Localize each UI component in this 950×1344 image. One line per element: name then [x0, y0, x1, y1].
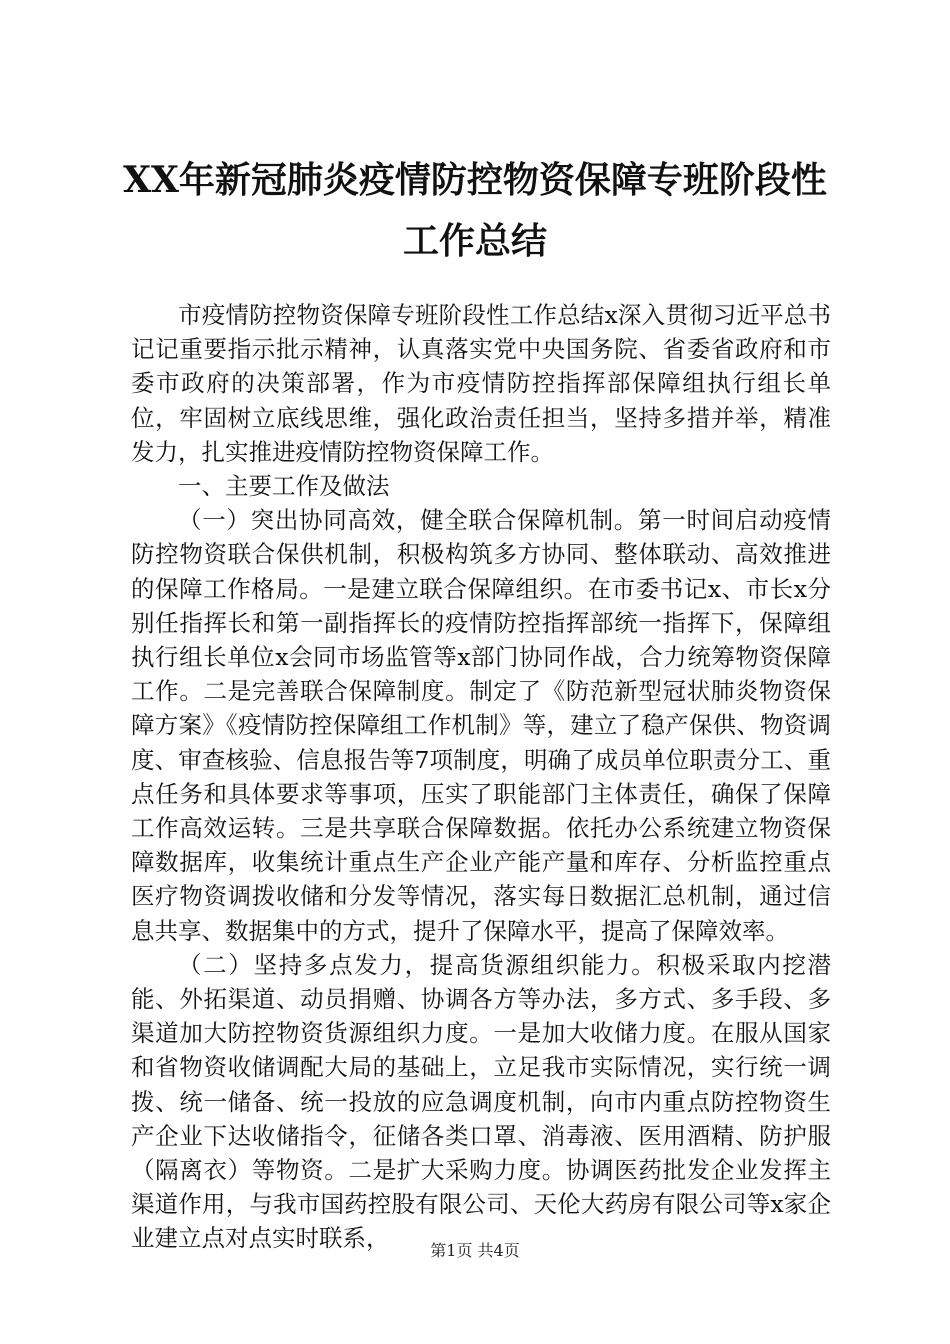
document-body: [131, 298, 831, 1256]
intro-paragraph: 市疫情防控物资保障专班阶段性工作总结x深入贯彻习近平总书记记重要指示批示精神，认真落实党中央国务院、省委省政府和市委市政府的决策部署，作为市疫情防控指挥部保障组执行组长单位，牢固树立底线思维，强化政治责任担当，坚持多措并举，精准发力，扎实推进疫情防控物资保障工作。: [131, 301, 831, 466]
section-heading: 一、主要工作及做法: [178, 472, 390, 501]
page-number-footer: 第1页 共4页: [430, 1241, 520, 1260]
subsection-paragraph-1: （一）突出协同高效，健全联合保障机制。第一时间启动疫情防控物资联合保供机制，积极构筑多方协同、整体联动、高效推进的保障工作格局。一是建立联合保障组织。在市委书记x、市长x分别任指挥长和第一副指挥长的疫情防控指挥部统一指挥下，保障组执行组长单位x会同市场监管等x部门协同作战，合力统筹物资保障工作。二是完善联合保障制度。制定了《防范新型冠状肺炎物资保障方案》《疫情防控保障组工作机制》等，建立了稳产保供、物资调度、审查核验、信息报告等7项制度，明确了成员单位职责分工、重点任务和具体要求等事项，压实了职能部门主体责任，确保了保障工作高效运转。三是共享联合保障数据。依托办公系统建立物资保障数据库，收集统计重点生产企业产能产量和库存、分析监控重点医疗物资调拨收储和分发等情况，落实每日数据汇总机制，通过信息共享、数据集中的方式，提升了保障水平，提高了保障效率。: [131, 506, 831, 945]
document-title-line-2: 工作总结: [402, 220, 547, 262]
document-title-line-1: XX年新冠肺炎疫情防控物资保障专班阶段性: [123, 159, 827, 201]
subsection-paragraph-2: （二）坚持多点发力，提高货源组织能力。积极采取内挖潜能、外拓渠道、动员捐赠、协调各方等办法，多方式、多手段、多渠道加大防控物资货源组织力度。一是加大收储力度。在服从国家和省物资收储调配大局的基础上，立足我市实际情况，实行统一调拨、统一储备、统一投放的应急调度机制，向市内重点防控物资生产企业下达收储指令，征储各类口罩、消毒液、医用酒精、防护服（隔离衣）等物资。二是扩大采购力度。协调医药批发企业发挥主渠道作用，与我市国药控股有限公司、天伦大药房有限公司等x家企业建立点对点实时联系，: [131, 950, 831, 1253]
